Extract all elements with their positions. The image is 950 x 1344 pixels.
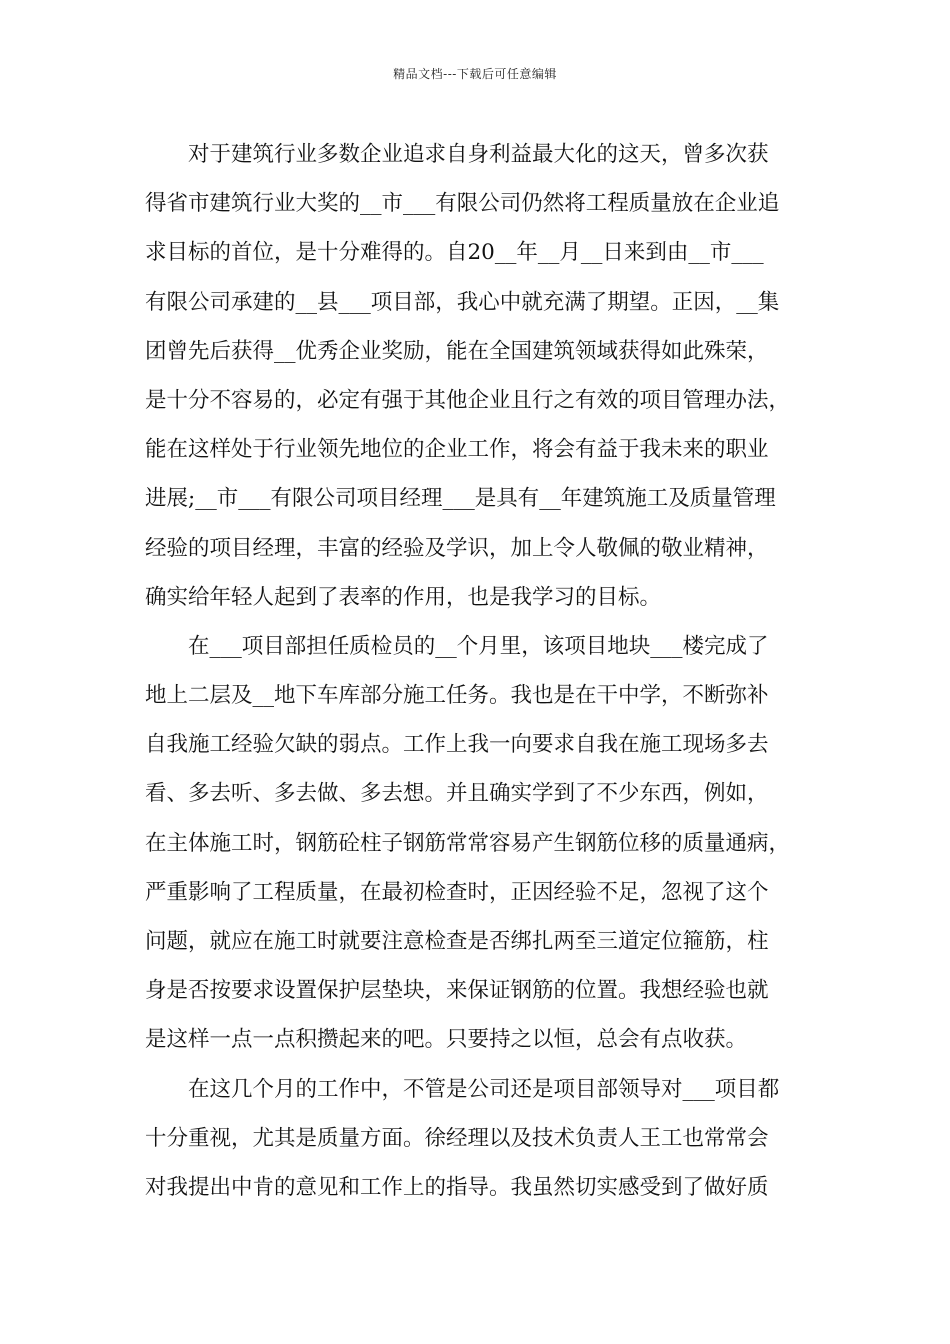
text-line: 能在这样处于行业领先地位的企业工作，将会有益于我未来的职业 (145, 437, 769, 463)
text-line: 在主体施工时，钢筋砼柱子钢筋常常容易产生钢筋位移的质量通病， (145, 830, 791, 856)
document-body (145, 130, 825, 1212)
text-line: 得省市建筑行业大奖的__市___有限公司仍然将工程质量放在企业追 (145, 191, 780, 217)
text-line: 经验的项目经理，丰富的经验及学识，加上令人敬佩的敬业精神， (145, 535, 769, 561)
text-line: 进展;__市___有限公司项目经理___是具有__年建筑施工及质量管理 (145, 486, 776, 512)
text-line: 是十分不容易的，必定有强于其他企业且行之有效的项目管理办法， (145, 387, 791, 413)
text-line: 地上二层及__地下车库部分施工任务。我也是在干中学，不断弥补 (145, 683, 769, 709)
text-line: 看、多去听、多去做、多去想。并且确实学到了不少东西，例如， (145, 781, 769, 807)
text-line: 对我提出中肯的意见和工作上的指导。我虽然切实感受到了做好质 (145, 1174, 769, 1200)
text-line: 团曾先后获得__优秀企业奖励，能在全国建筑领域获得如此殊荣， (145, 338, 769, 364)
text-line: 求目标的首位，是十分难得的。自20__年__月__日来到由__市___ (145, 240, 764, 266)
text-line: 自我施工经验欠缺的弱点。工作上我一向要求自我在施工现场多去 (145, 732, 769, 758)
text-line: 确实给年轻人起到了表率的作用，也是我学习的目标。 (145, 584, 662, 610)
page-header: 精品文档---下载后可任意编辑 (393, 67, 557, 81)
text-line: 严重影响了工程质量，在最初检查时，正因经验不足，忽视了这个 (145, 879, 769, 905)
text-line: 有限公司承建的__县___项目部，我心中就充满了期望。正因，__集 (145, 289, 780, 315)
text-line: 十分重视，尤其是质量方面。徐经理以及技术负责人王工也常常会 (145, 1125, 769, 1151)
text-line: 在___项目部担任质检员的__个月里，该项目地块___楼完成了 (188, 633, 769, 659)
text-line: 在这几个月的工作中，不管是公司还是项目部领导对___项目都 (188, 1076, 780, 1102)
text-line: 身是否按要求设置保护层垫块，来保证钢筋的位置。我想经验也就 (145, 978, 769, 1004)
text-line: 问题，就应在施工时就要注意检查是否绑扎两至三道定位箍筋，柱 (145, 929, 769, 954)
text-line: 对于建筑行业多数企业追求自身利益最大化的这天，曾多次获 (188, 142, 769, 167)
text-line: 是这样一点一点积攒起来的吧。只要持之以恒，总会有点收获。 (145, 1027, 748, 1053)
